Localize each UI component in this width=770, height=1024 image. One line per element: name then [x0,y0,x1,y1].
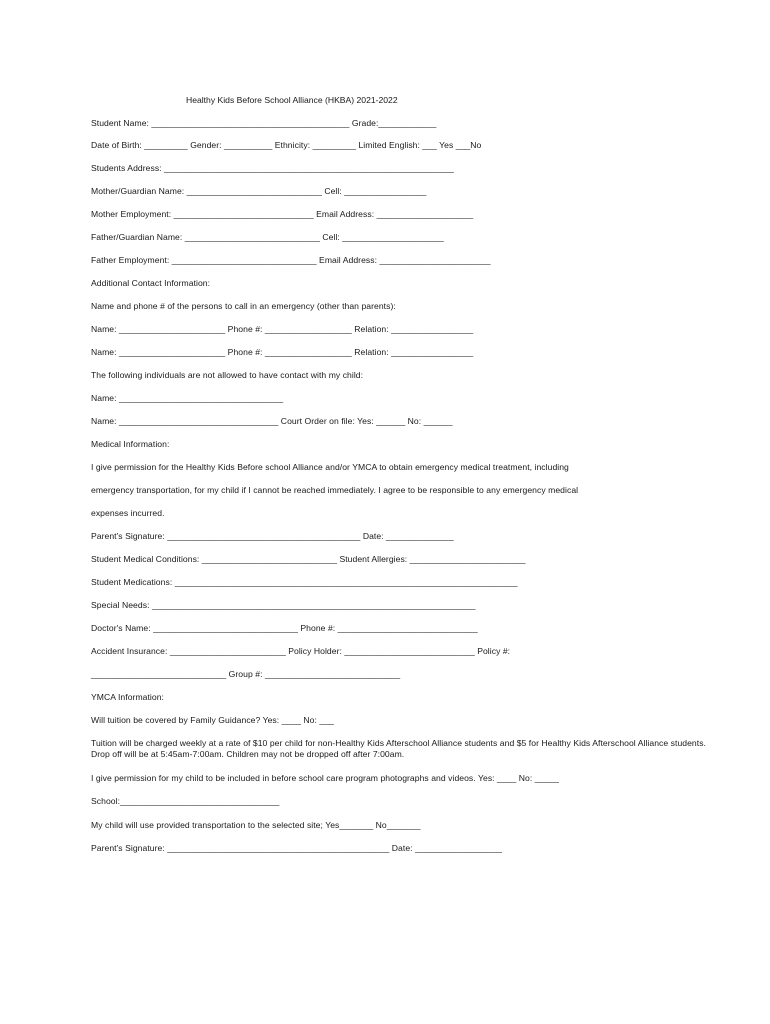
form-title: Healthy Kids Before School Alliance (HKBA) 2021-2022 [186,95,398,105]
doctor-line: Doctor's Name: ______________________________ Phone #: _____________________________ [91,623,478,633]
restricted-contact-line-1: Name: __________________________________ [91,393,284,403]
date-of-birth-line: Date of Birth: _________ Gender: __________ Ethnicity: _________ Limited English: ___ Yes ___No [91,140,482,150]
accident-insurance-line: Accident Insurance: ________________________ Policy Holder: ___________________________ Policy #: [91,646,511,656]
parent-signature-line-1: Parent's Signature: ________________________________________ Date: ______________ [91,531,454,541]
tuition-coverage-line: Will tuition be covered by Family Guidance? Yes: ____ No: ___ [91,715,334,725]
ymca-information-heading: YMCA Information: [91,692,164,702]
emergency-contact-instruction: Name and phone # of the persons to call in an emergency (other than parents): [91,301,396,311]
photo-permission-line: I give permission for my child to be included in before school care program photographs and videos. Yes: ____ No: _____ [91,773,559,783]
group-number-line: ____________________________ Group #: ____________________________ [91,669,401,679]
school-line: School:_________________________________ [91,796,280,806]
medical-permission-text-3: expenses incurred. [91,508,165,518]
medical-permission-text-2: emergency transportation, for my child if I cannot be reached immediately. I agree to be responsible to any emergency medical [91,485,579,495]
emergency-contact-line-2: Name: ______________________ Phone #: __________________ Relation: _________________ [91,347,474,357]
tuition-policy-text: Tuition will be charged weekly at a rate of $10 per child for non-Healthy Kids Afterschool Alliance students and $5 for Healthy Kids Afterschool Alliance students. Drop off will be at 5:45am-7:00am. Children may not be dropped off after 7:00am. [91,738,706,759]
mother-guardian-line: Mother/Guardian Name: ____________________________ Cell: _________________ [91,186,427,196]
restricted-contact-instruction: The following individuals are not allowed to have contact with my child: [91,370,364,380]
parent-signature-line-2: Parent's Signature: ______________________________________________ Date: __________________ [91,843,502,853]
emergency-contact-line-1: Name: ______________________ Phone #: __________________ Relation: _________________ [91,324,474,334]
father-employment-line: Father Employment: ______________________________ Email Address: _______________________ [91,255,491,265]
medical-information-heading: Medical Information: [91,439,170,449]
additional-contact-heading: Additional Contact Information: [91,278,211,288]
transportation-line: My child will use provided transportation to the selected site; Yes_______ No_______ [91,820,421,830]
student-name-line: Student Name: _________________________________________ Grade:____________ [91,118,437,128]
father-guardian-line: Father/Guardian Name: ____________________________ Cell: _____________________ [91,232,444,242]
special-needs-line: Special Needs: ___________________________________________________________________ [91,600,476,610]
student-address-line: Students Address: ____________________________________________________________ [91,163,454,173]
medications-line: Student Medications: _______________________________________________________________________ [91,577,518,587]
mother-employment-line: Mother Employment: _____________________________ Email Address: ____________________ [91,209,474,219]
medical-permission-text-1: I give permission for the Healthy Kids Before school Alliance and/or YMCA to obtain emergency medical treatment, including [91,462,569,472]
medical-conditions-line: Student Medical Conditions: ____________________________ Student Allergies: ________________________ [91,554,526,564]
restricted-contact-line-2: Name: _________________________________ Court Order on file: Yes: ______ No: ______ [91,416,453,426]
